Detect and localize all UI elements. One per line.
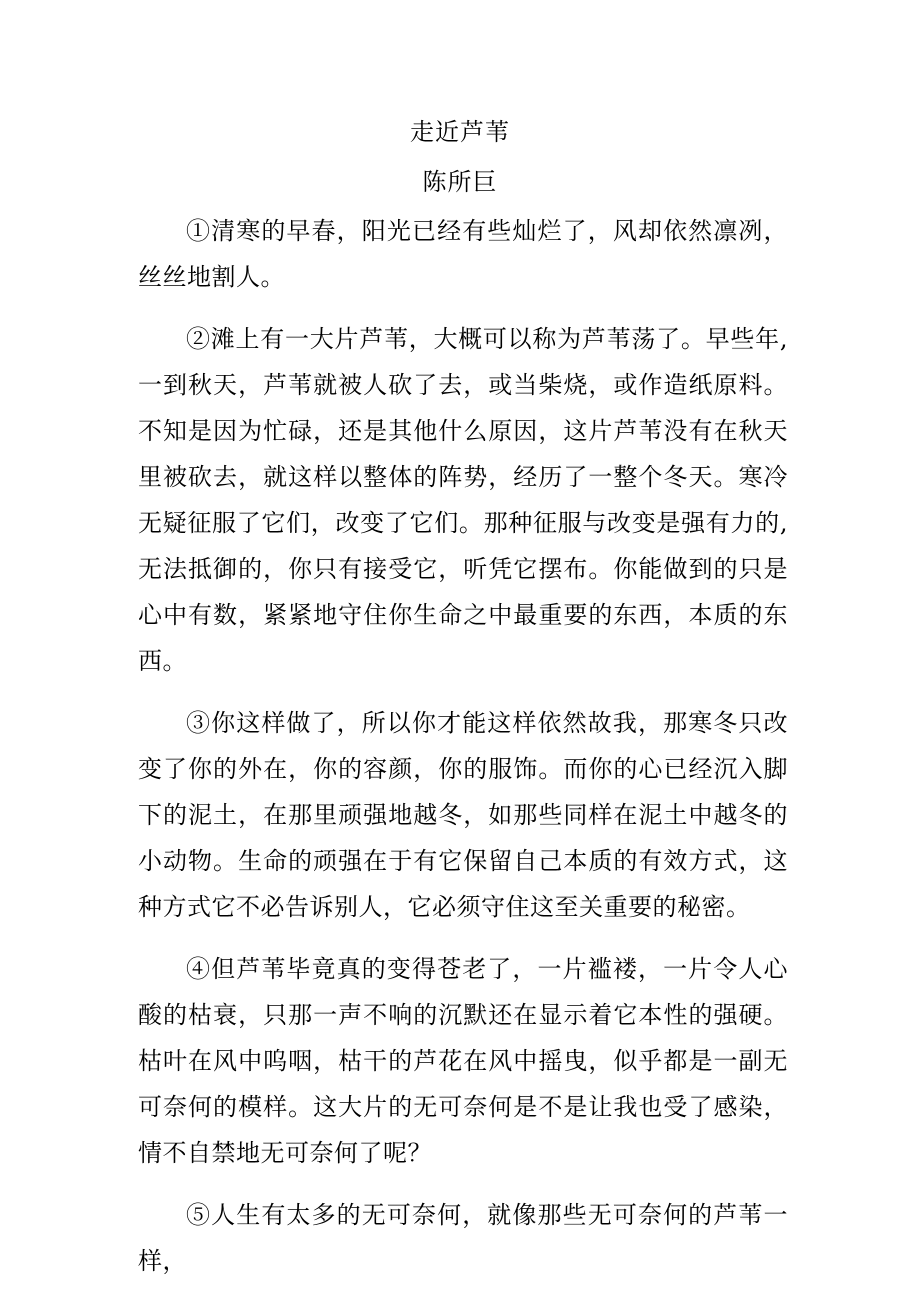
article-title: 走近芦苇: [410, 118, 510, 146]
paragraph-4: ④但芦苇毕竟真的变得苍老了，一片褴褛，一片令人心酸的枯衰，只那一声不响的沉默还在显示着它本性的强硬。枯叶在风中呜咽，枯干的芦花在风中摇曳，似乎都是一副无可奈何的模样。这大片的无可奈何是不是让我也受了感染，情不自禁地无可奈何了呢？: [138, 955, 788, 1167]
paragraph-1: ①清寒的早春，阳光已经有些灿烂了，风却依然凛冽，丝丝地割人。: [138, 217, 788, 291]
article-body: [138, 208, 788, 1300]
paragraph-3: ③你这样做了，所以你才能这样依然故我，那寒冬只改变了你的外在，你的容颜，你的服饰。而你的心已经沉入脚下的泥土，在那里顽强地越冬，如那些同样在泥土中越冬的小动物。生命的顽强在于有它保留自己本质的有效方式，这种方式它不必告诉别人，它必须守住这至关重要的秘密。: [138, 709, 788, 921]
article-author: 陈所巨: [422, 168, 498, 196]
paragraph-2: ②滩上有一大片芦苇，大概可以称为芦苇荡了。早些年,一到秋天，芦苇就被人砍了去，或当柴烧，或作造纸原料。不知是因为忙碌，还是其他什么原因，这片芦苇没有在秋天里被砍去，就这样以整体的阵势，经历了一整个冬天。寒冷无疑征服了它们，改变了它们。那种征服与改变是强有力的,无法抵御的，你只有接受它，听凭它摆布。你能做到的只是心中有数，紧紧地守住你生命之中最重要的东西，本质的东西。: [138, 325, 788, 675]
paragraph-5: ⑤人生有太多的无可奈何，就像那些无可奈何的芦苇一样，: [138, 1201, 788, 1275]
